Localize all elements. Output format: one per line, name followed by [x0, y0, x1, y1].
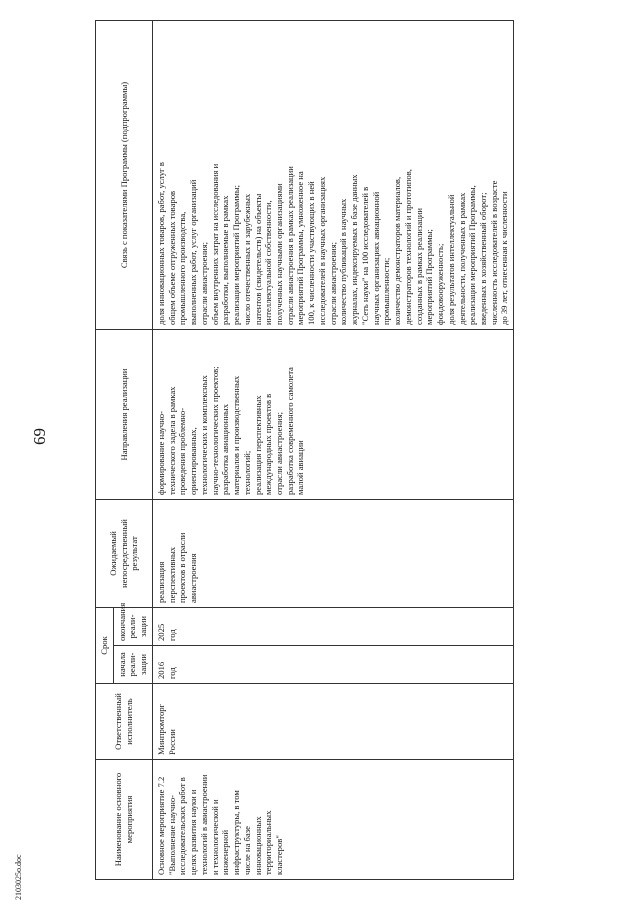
link-line: объем внутренних затрат на исследования и [209, 163, 220, 325]
direction-line: технологических и комплексных [198, 375, 209, 495]
name-line: инновационных [252, 816, 263, 875]
link-line: общем объеме отгруженных товаров [166, 190, 177, 325]
header-name: Наименование основного мероприятия [96, 760, 153, 880]
link-line: деятельности, полученных в рамках [456, 192, 467, 325]
header-row-1 [96, 21, 114, 880]
link-line: выполненных работ, услуг организаций [188, 179, 199, 325]
result-line: авиастроения [188, 553, 199, 603]
result-line: проектов в отрасли [177, 532, 188, 603]
header-direction: Направления реализации [96, 329, 153, 499]
header-term: Срок [96, 607, 114, 683]
name-line: исследовательских работ в [177, 777, 188, 875]
link-line: мероприятий Программы; [424, 229, 435, 325]
result-line: перспективных [166, 546, 177, 603]
link-line: до 39 лет, отнесенная к численности [499, 191, 510, 325]
link-line: количество публикаций в научных [338, 198, 349, 325]
name-line: инфраструктуры, в том [231, 790, 242, 875]
link-line: патентов (свидетельств) на объекты [252, 193, 263, 325]
name-line: и технологической и [209, 799, 220, 875]
table-row [152, 21, 513, 880]
cell-name [152, 760, 513, 880]
cell-result [152, 499, 513, 607]
document-code: 2103025о.doc [14, 854, 23, 900]
header-result: Ожидаемый непосредственный результат [96, 499, 153, 607]
rotated-table-container [95, 20, 605, 880]
name-line: Основное мероприятие 7.2 [155, 776, 166, 875]
cell-link [152, 21, 513, 330]
direction-line: технического задела в рамках [166, 386, 177, 495]
program-measures-table [95, 20, 514, 880]
start-line: год [166, 667, 177, 679]
direction-line: малой авиации [295, 440, 306, 495]
page-number: 69 [30, 428, 49, 445]
link-line: доля инновационных товаров, работ, услуг в [155, 162, 166, 325]
link-line: отрасли авиастроения; [327, 241, 338, 325]
direction-line: материалов и производственных [231, 375, 242, 495]
link-line: число отечественных и зарубежных [241, 193, 252, 325]
name-line: территориальных [263, 810, 274, 875]
name-line: целях развития науки и [188, 789, 199, 875]
link-line: реализации мероприятий Программы; [231, 184, 242, 325]
name-line: технологий в авиастроении [198, 774, 209, 875]
end-line: 2025 [155, 623, 166, 641]
name-line: кластеров" [274, 835, 285, 875]
name-line: инженерной [220, 829, 231, 875]
header-link: Связь с показателями Программы (подпрограммы) [96, 21, 153, 330]
direction-line: разработка современного самолета [284, 367, 295, 495]
name-line: числе на базе [241, 826, 252, 875]
direction-line: реализация перспективных [252, 395, 263, 495]
cell-responsible [152, 684, 513, 760]
direction-line: формирование научно- [155, 411, 166, 495]
direction-line: отрасли авиастроения; [274, 411, 285, 495]
cell-direction [152, 329, 513, 499]
link-line: 100, к численности участвующих в ней [306, 181, 317, 325]
direction-line: разработка авиационных [220, 403, 231, 495]
link-line: введенных в хозяйственный оборот; [477, 192, 488, 325]
link-line: промышленности; [381, 257, 392, 325]
direction-line: технологий; [241, 450, 252, 495]
link-line: "Сеть науки" на 100 исследователей в [359, 186, 370, 325]
responsible-line: Минпромторг [155, 703, 166, 755]
header-end: окончания реали-зации [113, 607, 152, 645]
link-line: научных организациях авиационной [370, 191, 381, 325]
header-start: начала реали-зации [113, 646, 152, 684]
link-line: численность исследователей в возрасте [488, 180, 499, 325]
result-line: реализация [155, 561, 166, 603]
link-line: журналах, индексируемых в базе данных [349, 174, 360, 325]
link-line: мероприятий Программы, умноженное на [295, 171, 306, 325]
link-line: исследователей в научных организациях [316, 176, 327, 325]
link-line: отрасли авиастроения в рамках реализации [284, 166, 295, 325]
link-line: разработки, выполняемые в рамках [220, 195, 231, 325]
link-line: реализации мероприятий Программы, [467, 185, 478, 325]
link-line: фондовооруженность; [435, 243, 446, 325]
link-line: демонстраторов технологий и прототипов, [402, 169, 413, 325]
link-line: интеллектуальной собственности, [263, 200, 274, 325]
link-line: отрасли авиастроения; [198, 241, 209, 325]
link-line: полученных научными организациями [274, 183, 285, 325]
name-line: "Выполнение научно- [166, 794, 177, 875]
link-line: промышленного производства, [177, 211, 188, 325]
responsible-line: России [166, 729, 177, 755]
direction-line: проведения проблемно- [177, 407, 188, 495]
link-line: количество демонстраторов материалов, [392, 176, 403, 325]
link-line: доля результатов интеллектуальной [445, 194, 456, 325]
cell-start [152, 646, 513, 684]
direction-line: международных проектов в [263, 393, 274, 495]
cell-end [152, 607, 513, 645]
start-line: 2016 [155, 661, 166, 679]
header-responsible: Ответственный исполнитель [96, 684, 153, 760]
direction-line: ориентированных, [188, 427, 199, 495]
direction-line: научно-технологических проектов; [209, 366, 220, 495]
end-line: год [166, 629, 177, 641]
link-line: созданных в рамках реализации [413, 207, 424, 325]
